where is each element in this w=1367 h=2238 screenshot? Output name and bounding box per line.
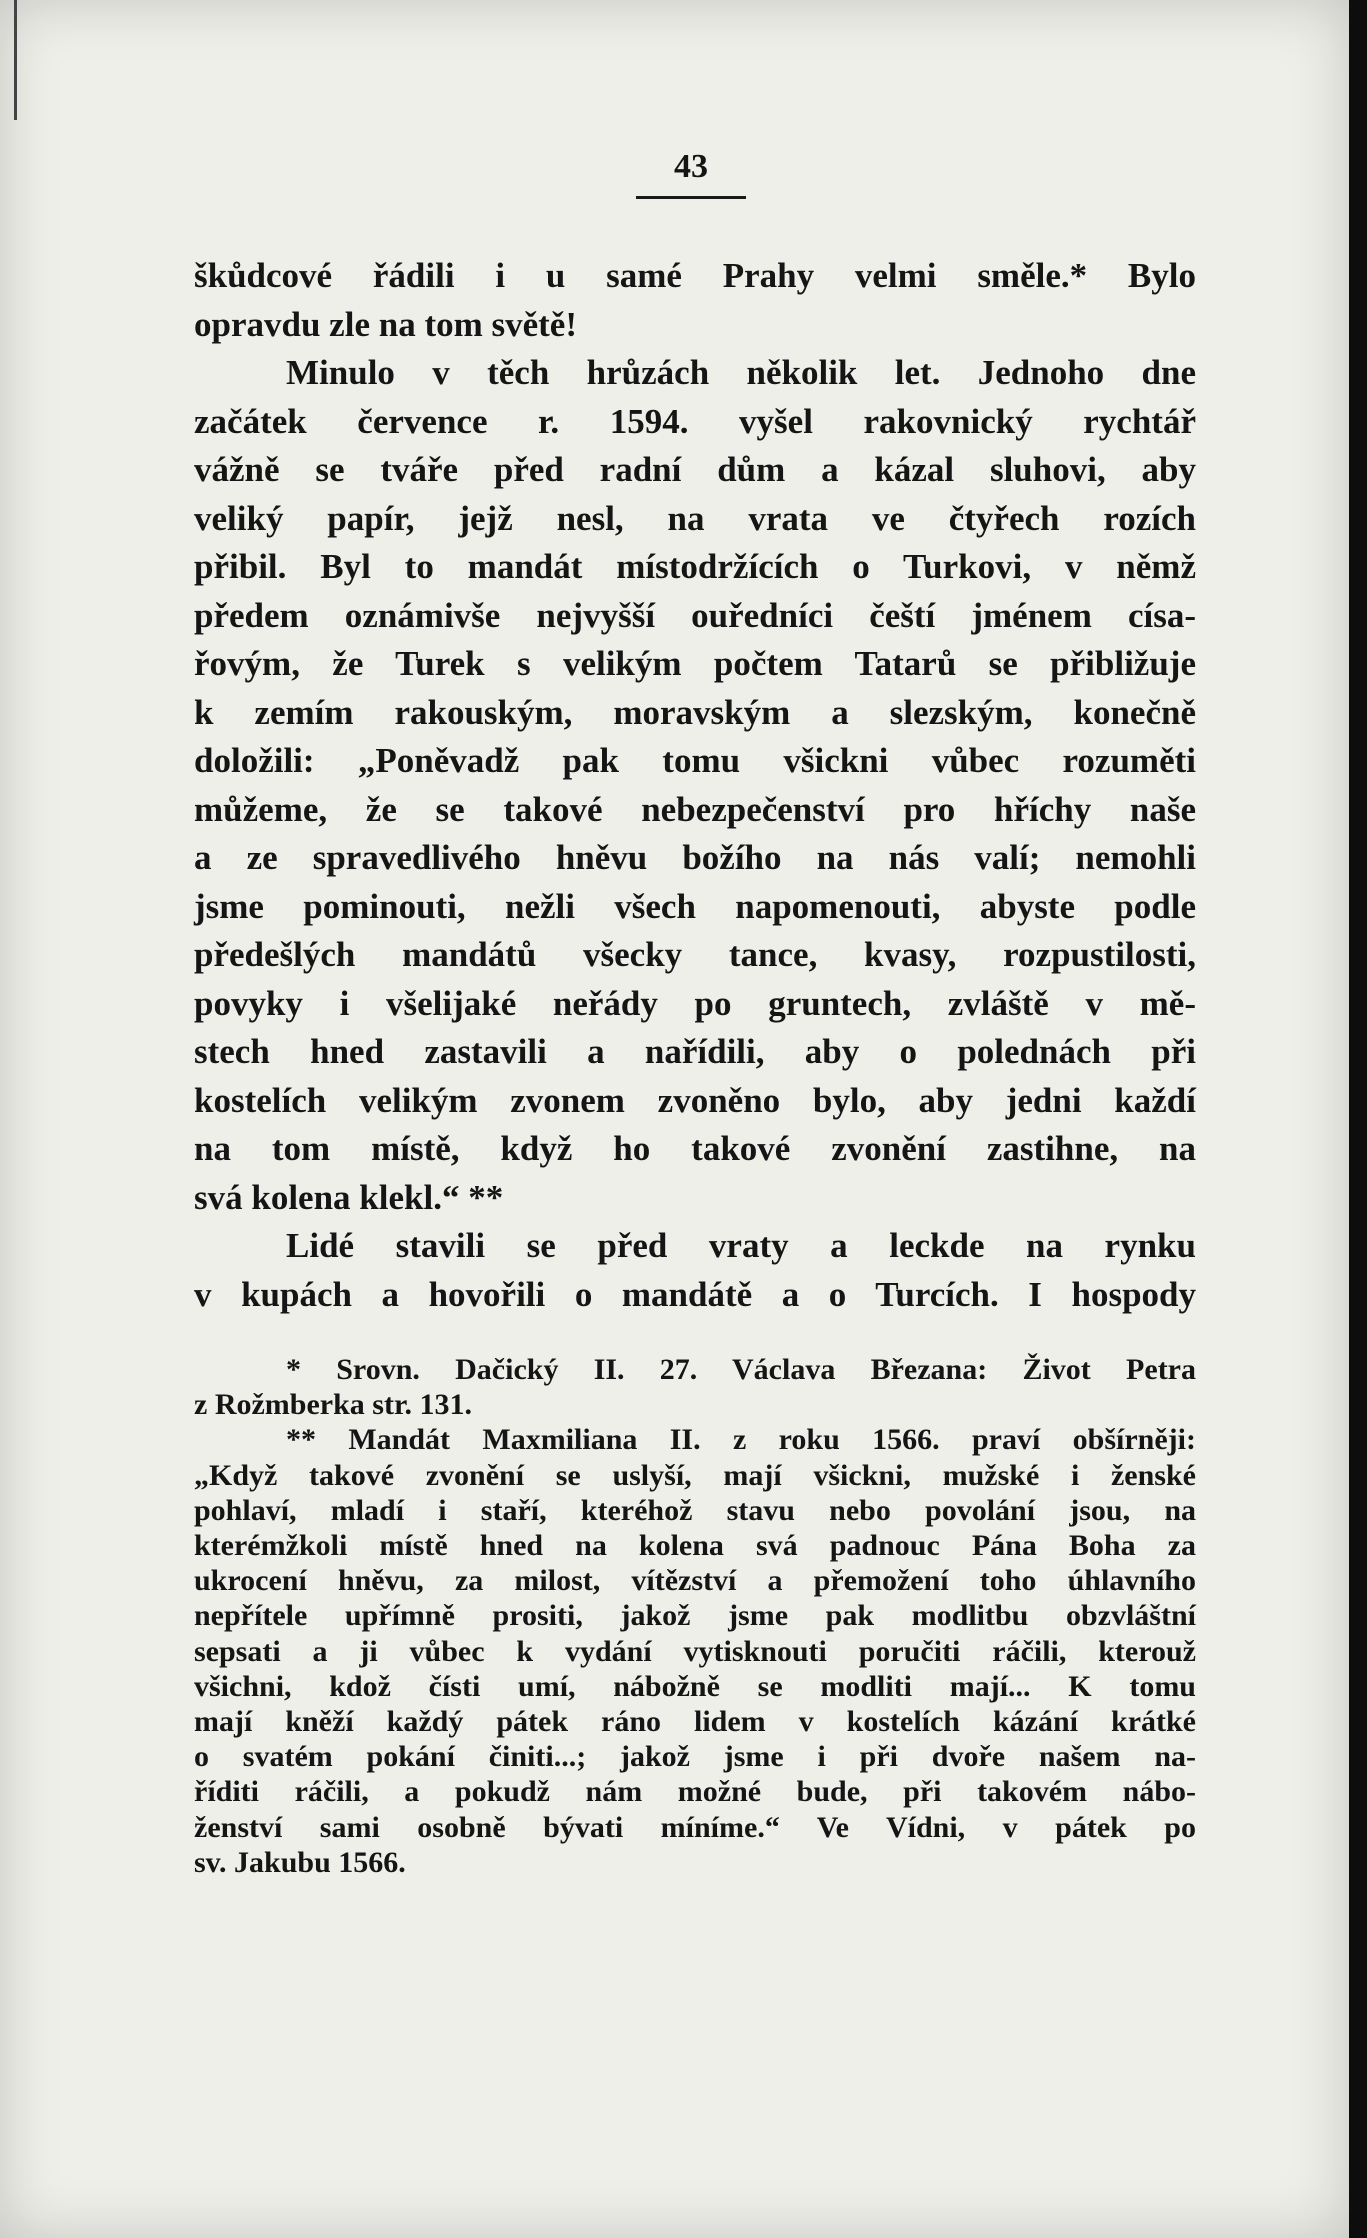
footnote-line: „Když takové zvonění se uslyší, mají všickni, mužské i ženské bbox=[194, 1458, 1196, 1492]
text-line: k zemím rakouským, moravským a slezským, konečně bbox=[194, 692, 1196, 732]
footnote-line: ženství sami osobně bývati míníme.“ Ve Vídni, v pátek po bbox=[194, 1810, 1196, 1844]
page-number: 43 bbox=[674, 148, 708, 185]
text-line: na tom místě, když ho takové zvonění zastihne, na bbox=[194, 1129, 1196, 1168]
footnote-line: ** Mandát Maxmiliana II. z roku 1566. praví obšírněji: bbox=[286, 1423, 1196, 1457]
text-line: řovým, že Turek s velikým počtem Tatarů se přibližuje bbox=[194, 644, 1196, 683]
text-line: předem oznámivše nejvyšší ouředníci čeští jménem císa- bbox=[194, 595, 1196, 635]
footnotes bbox=[194, 1352, 1196, 1880]
text-line: Lidé stavili se před vraty a leckde na rynku bbox=[286, 1226, 1196, 1265]
text-line: kostelích velikým zvonem zvoněno bylo, aby jedni každí bbox=[194, 1080, 1196, 1120]
text-line: veliký papír, jejž nesl, na vrata ve čtyřech rozích bbox=[194, 498, 1196, 538]
footnote-line: sv. Jakubu 1566. bbox=[194, 1845, 406, 1879]
text-line: a ze spravedlivého hněvu božího na nás valí; nemohli bbox=[194, 838, 1196, 877]
text-line: v kupách a hovořili o mandátě a o Turcích. I hospody bbox=[194, 1274, 1196, 1314]
footnote-line: o svatém pokání činiti...; jakož jsme i při dvoře našem na- bbox=[194, 1740, 1196, 1774]
text-line: opravdu zle na tom světě! bbox=[194, 304, 578, 344]
footnote-line: z Rožmberka str. 131. bbox=[194, 1388, 473, 1422]
footnote-line: říditi ráčili, a pokudž nám možné bude, při takovém nábo- bbox=[194, 1775, 1196, 1809]
footnote-line: mají kněží každý pátek ráno lidem v kostelích kázání krátké bbox=[194, 1705, 1196, 1739]
text-line: předešlých mandátů všecky tance, kvasy, rozpustilosti, bbox=[194, 935, 1196, 974]
footnote-line: kterémžkoli místě hned na kolena svá padnouc Pána Boha za bbox=[194, 1529, 1196, 1563]
text-line: povyky i všelijaké neřády po gruntech, zvláště v mě- bbox=[194, 983, 1196, 1023]
footnote-line: sepsati a ji vůbec k vydání vytisknouti poručiti ráčili, kterouž bbox=[194, 1634, 1196, 1668]
text-line: vážně se tváře před radní dům a kázal sluhovi, aby bbox=[194, 450, 1196, 489]
footnote-line: nepřítele upřímně prositi, jakož jsme pak modlitbu obzvláštní bbox=[194, 1599, 1196, 1633]
footnote-line: pohlaví, mladí i staří, kteréhož stavu nebo povolání jsou, na bbox=[194, 1493, 1196, 1527]
footnote-line: všichni, kdož čísti umí, nábožně se modliti mají... K tomu bbox=[194, 1669, 1196, 1703]
text-line: svá kolena klekl.“ ** bbox=[194, 1177, 504, 1217]
page-number-rule bbox=[636, 196, 746, 199]
scan-border bbox=[1349, 0, 1367, 2238]
text-line: stech hned zastavili a nařídili, aby o polednách při bbox=[194, 1032, 1196, 1071]
main-text bbox=[194, 252, 1196, 1319]
scan-edge-mark bbox=[14, 0, 17, 120]
text-line: přibil. Byl to mandát místodržících o Turkovi, v němž bbox=[194, 547, 1196, 586]
text-line: jsme pominouti, nežli všech napomenouti, abyste podle bbox=[194, 886, 1196, 926]
text-line: škůdcové řádili i u samé Prahy velmi směle.* Bylo bbox=[194, 256, 1196, 295]
text-line: můžeme, že se takové nebezpečenství pro hříchy naše bbox=[194, 789, 1196, 829]
text-line: začátek července r. 1594. vyšel rakovnický rychtář bbox=[194, 401, 1196, 441]
footnote-line: * Srovn. Dačický II. 27. Václava Březana: Život Petra bbox=[286, 1353, 1196, 1386]
text-line: doložili: „Poněvadž pak tomu všickni vůbec rozuměti bbox=[194, 741, 1196, 780]
footnote-line: ukrocení hněvu, za milost, vítězství a přemožení toho úhlavního bbox=[194, 1564, 1196, 1598]
text-line: Minulo v těch hrůzách několik let. Jednoho dne bbox=[286, 353, 1196, 392]
